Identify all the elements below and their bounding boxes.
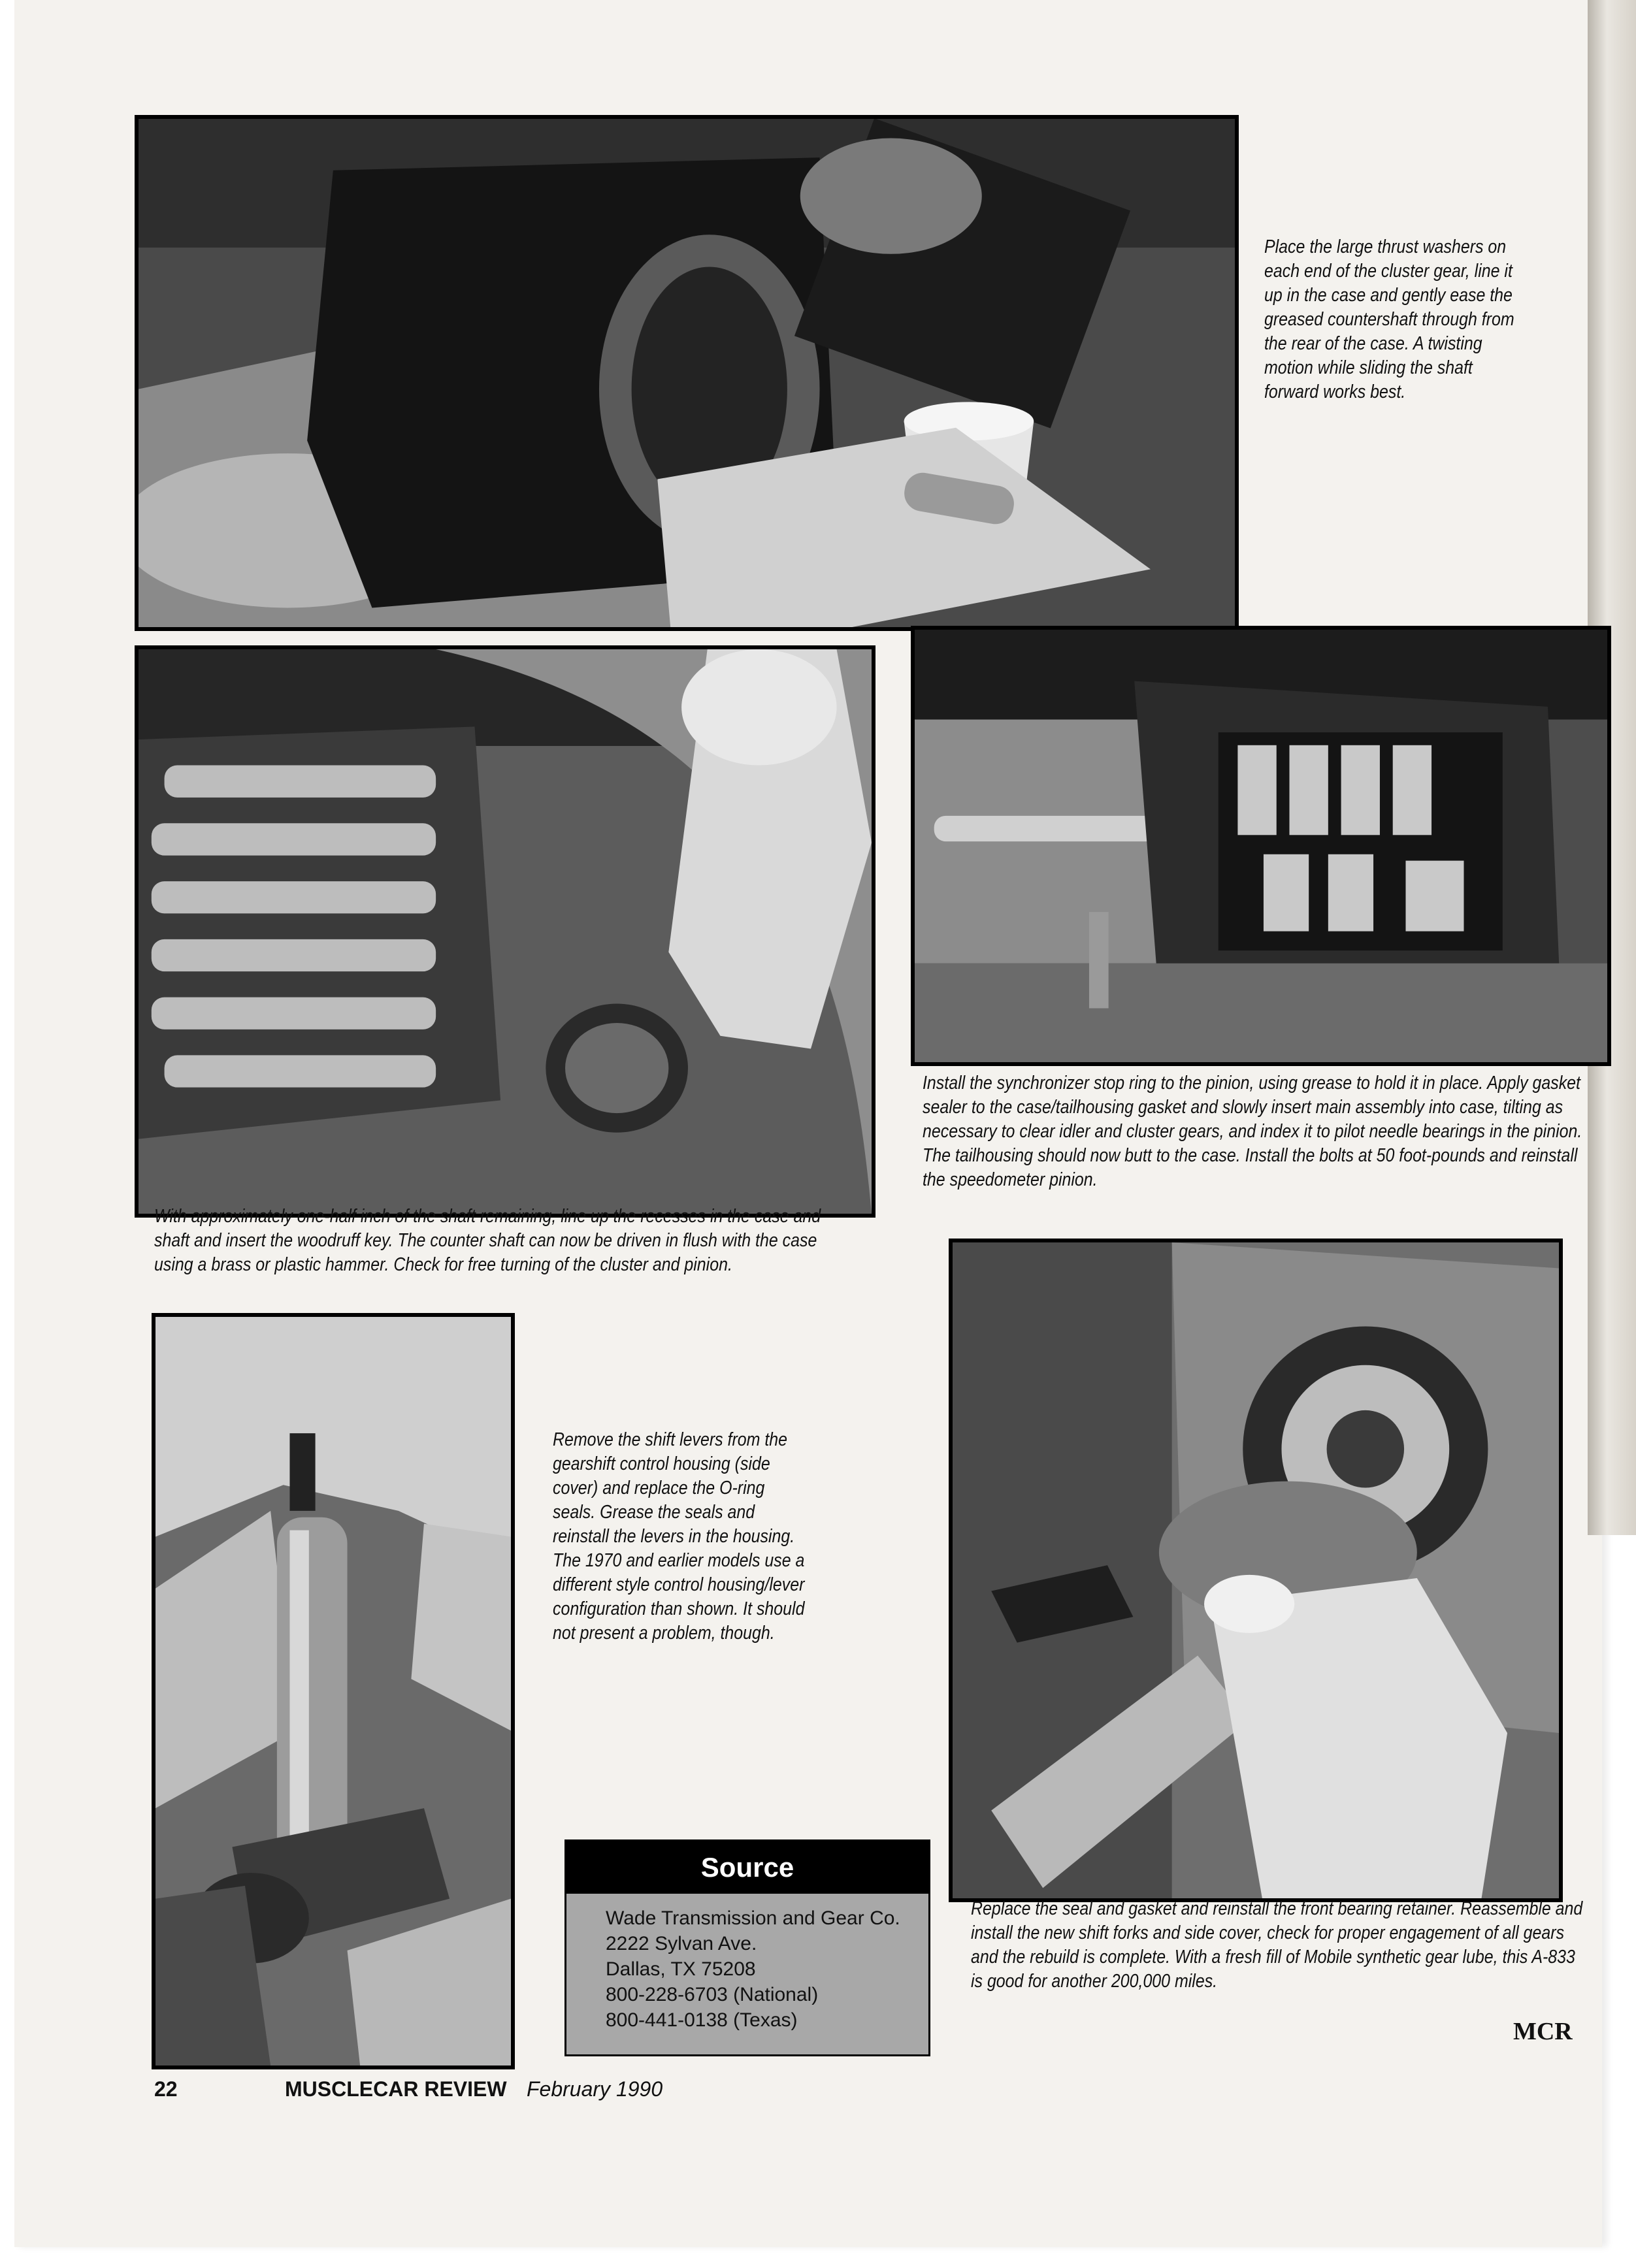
source-phone-texas: 800-441-0138 (Texas) bbox=[606, 2009, 798, 2031]
photo-countershaft-insertion bbox=[135, 115, 1239, 631]
photo-shift-lever bbox=[152, 1313, 515, 2069]
source-company: Wade Transmission and Gear Co. bbox=[606, 1907, 900, 1929]
magazine-name: MUSCLECAR REVIEW bbox=[285, 2077, 507, 2101]
source-title: Source bbox=[566, 1841, 928, 1894]
source-street: 2222 Sylvan Ave. bbox=[606, 1933, 757, 1954]
source-address bbox=[566, 1894, 928, 2033]
caption-main-assembly: Install the synchronizer stop ring to the pinion, using grease to hold it in place. Apply gasket sealer to the case/tailhousing gasket and slowly insert main assembly into case, tilting as necessary to clear idler and cluster gears, and index it to pilot needle bearings in the pinion. The tailhousing should now butt to the case. Install the bolts at 50 foot-pounds and reinstall the speedometer pinion. bbox=[923, 1073, 1582, 1190]
issue-date: February 1990 bbox=[527, 2077, 663, 2101]
caption-woodruff-key: With approximately one-half inch of the shaft remaining, line up the recesses in the case and shaft and insert the woodruff key. The counter shaft can now be driven in flush with the case using a brass or plastic hammer. Check for free turning of the cluster and pinion. bbox=[154, 1206, 821, 1275]
photo-woodruff-key bbox=[135, 645, 875, 1218]
end-mark: MCR bbox=[1513, 2018, 1573, 2045]
caption-countershaft: Place the large thrust washers on each end of the cluster gear, line it up in the case and gently ease the greased countershaft through from the rear of the case. A twisting motion while sliding the shaft forward works best. bbox=[1264, 236, 1514, 402]
caption-bearing-retainer: Replace the seal and gasket and reinstall the front bearing retainer. Reassemble and install the new shift forks and side cover, check for proper engagement of all gears and the rebuild is complete. With a fresh fill of Mobile synthetic gear lube, this A-833 is good for another 200,000 miles. bbox=[971, 1898, 1583, 1992]
source-box bbox=[564, 1839, 930, 2056]
photo-bearing-retainer bbox=[949, 1239, 1563, 1902]
photo-main-assembly bbox=[911, 626, 1611, 1066]
page-number: 22 bbox=[154, 2077, 178, 2101]
source-city: Dallas, TX 75208 bbox=[606, 1958, 756, 1980]
source-phone-national: 800-228-6703 (National) bbox=[606, 1984, 819, 2005]
caption-shift-lever: Remove the shift levers from the gearshift control housing (side cover) and replace the O-ring seals. Grease the seals and reinstall the levers in the housing. The 1970 and earlier models use a different style control housing/lever configuration than shown. It should not present a problem, though. bbox=[553, 1429, 805, 1644]
